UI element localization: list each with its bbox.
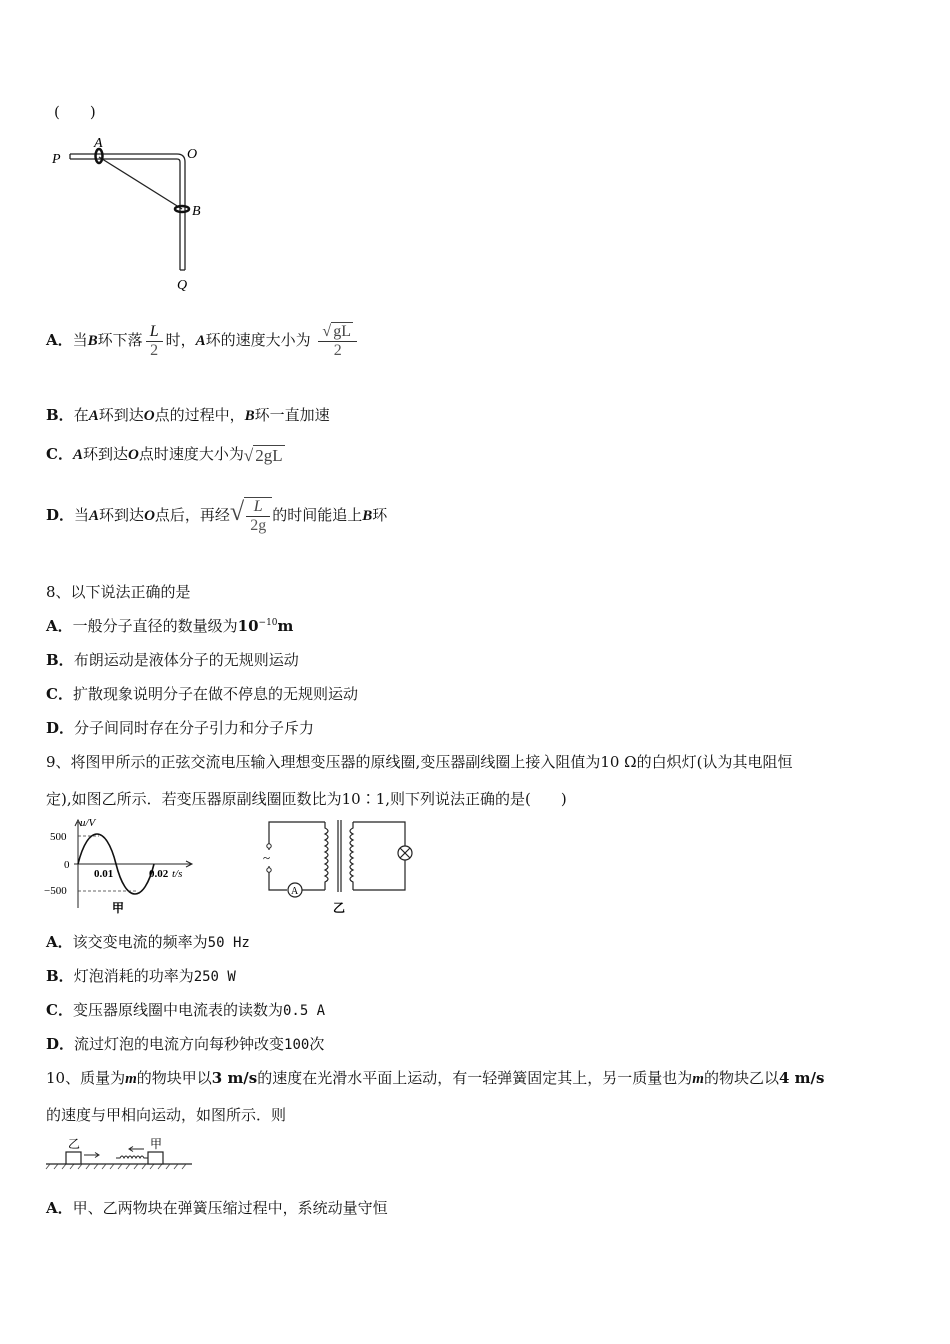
label-a: A <box>94 136 103 151</box>
x-axis-label: t/s <box>172 868 183 880</box>
label-jia: 甲 <box>150 1137 163 1151</box>
fraction-sqrt-gl-over-2: $\frac{√ gL}{2}$ <box>318 322 357 360</box>
label-o: O <box>187 147 198 162</box>
q8-stem: 8、以下说法正确的是 <box>46 583 191 601</box>
tick-neg500: −500 <box>44 885 67 897</box>
y-axis-label: u/V <box>80 817 96 829</box>
fraction-l-over-2: $\frac{L}{2}$ <box>146 323 163 360</box>
q9-option-d: D．流过灯泡的电流方向每秒钟改变100次 <box>46 1035 325 1053</box>
q9-stem-line2: 定),如图乙所示．若变压器原副线圈匝数比为10∶1,则下列说法正确的是( ) <box>46 790 567 808</box>
q9-option-b: B．灯泡消耗的功率为250 W <box>46 967 236 985</box>
label-p: P <box>52 152 61 167</box>
graph-caption: 甲 <box>112 901 125 915</box>
q9-stem-line1: 9、将图甲所示的正弦交流电压输入理想变压器的原线圈,变压器副线圈上接入阻值为10 Ω的白炽灯(认为其电阻恒 <box>46 753 793 771</box>
spring-blocks-figure <box>44 1134 194 1172</box>
q10-stem-line1: 10、质量为m的物块甲以3 m/s的速度在光滑水平面上运动，有一轻弹簧固定其上，另一质量也为m的物块乙以4 m/s <box>46 1069 825 1087</box>
q7-option-c: C．A环到达O点时速度大小为√ 2gL <box>46 445 283 465</box>
voltage-graph <box>44 816 204 916</box>
q8-option-c: C．扩散现象说明分子在做不停息的无规则运动 <box>46 685 358 703</box>
label-b: B <box>192 204 201 219</box>
q9-option-c: C．变压器原线圈中电流表的读数为0.5 A <box>46 1001 326 1019</box>
svg-text:A: A <box>291 886 299 897</box>
transformer-circuit <box>255 816 415 916</box>
tick-0: 0 <box>64 859 70 871</box>
tick-001: 0.01 <box>94 868 114 880</box>
q8-option-d: D．分子间同时存在分子引力和分子斥力 <box>46 719 315 737</box>
label-q: Q <box>177 278 188 293</box>
ring-a <box>96 149 103 163</box>
label-yi: 乙 <box>68 1137 81 1151</box>
q7-option-d: D．当A环到达O点后，再经√ $\frac{L}{2g}$ 的时间能追上B环 <box>46 497 388 535</box>
spring <box>116 1156 148 1158</box>
q7-option-a: A．当B环下落 $\frac{L}{2}$ 时，A环的速度大小为 $\frac{√ gL}{2}$ <box>46 322 360 360</box>
block-yi <box>66 1152 81 1164</box>
q10-stem-line2: 的速度与甲相向运动，如图所示．则 <box>46 1106 287 1124</box>
tick-500: 500 <box>50 831 67 843</box>
block-jia <box>148 1152 163 1164</box>
ring-rod-figure <box>44 132 224 297</box>
q8-option-b: B．布朗运动是液体分子的无规则运动 <box>46 651 299 669</box>
ac-source: ~ <box>263 850 271 865</box>
circuit-caption: 乙 <box>333 901 346 915</box>
q9-option-a: A．该交变电流的频率为50 Hz <box>46 933 250 951</box>
tick-002: 0.02 <box>149 868 169 880</box>
q8-option-a: A．一般分子直径的数量级为$10^{-10}m$ <box>46 617 294 635</box>
answer-bracket: ( ) <box>54 103 96 121</box>
q7-option-b: B．在A环到达O点的过程中，B环一直加速 <box>46 406 330 424</box>
q10-option-a: A．甲、乙两物块在弹簧压缩过程中，系统动量守恒 <box>46 1199 388 1217</box>
